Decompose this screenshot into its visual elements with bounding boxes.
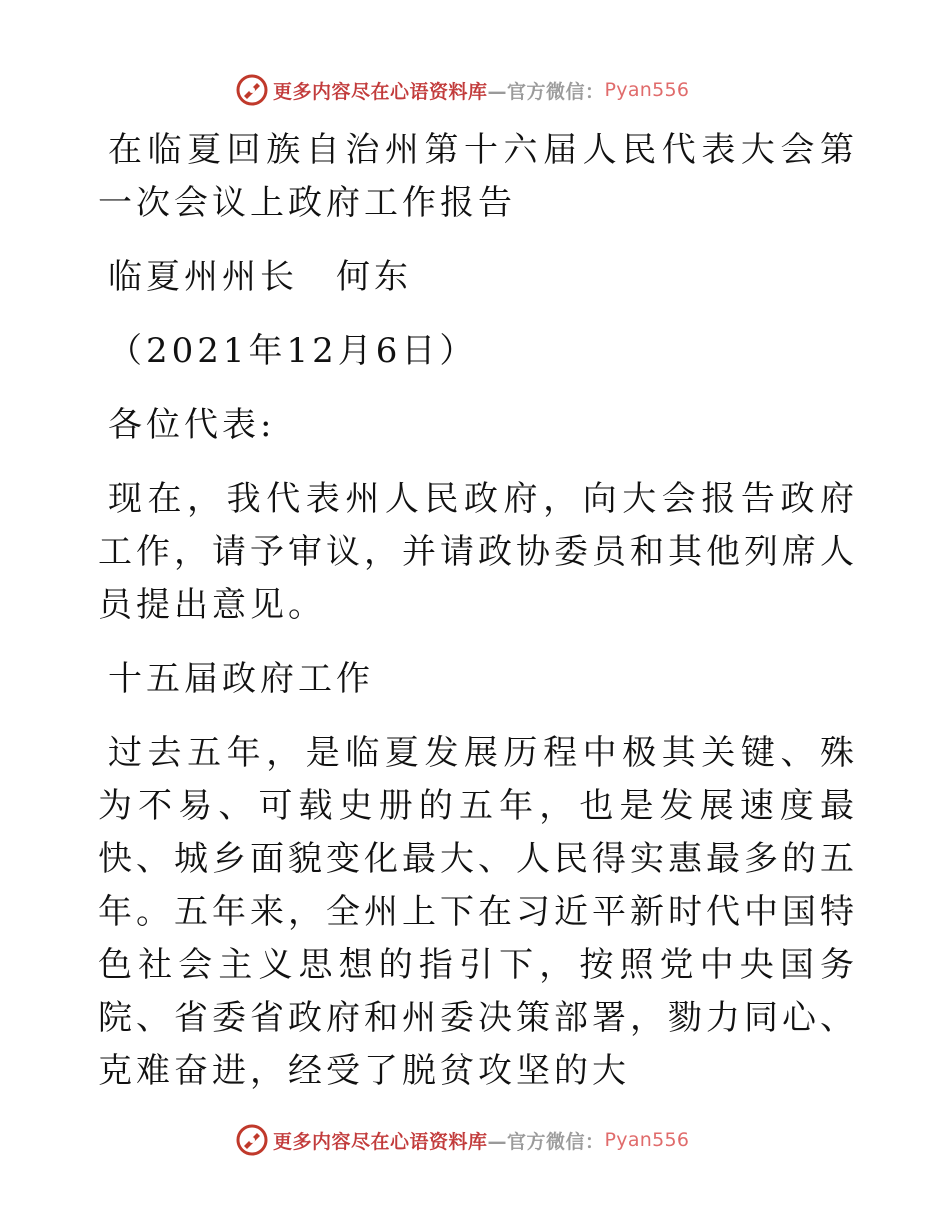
watermark-separator: —官方微信：: [487, 80, 605, 103]
pen-logo-icon: [235, 1123, 269, 1157]
header-watermark: [235, 72, 689, 108]
pen-logo-icon: [235, 73, 269, 107]
watermark-id: Pyan556: [604, 79, 690, 101]
watermark-text: 更多内容尽在心语资料库: [273, 1130, 488, 1153]
footer-watermark: [235, 1122, 689, 1158]
document-intro-paragraph: 现在，我代表州人民政府，向大会报告政府工作，请予审议，并请政协委员和其他列席人员提出意见。: [98, 479, 858, 625]
document-date: （2021年12月6日）: [108, 331, 478, 371]
document-author: 临夏州州长 何东: [108, 257, 412, 297]
section-heading: 十五届政府工作: [108, 659, 374, 699]
watermark-separator: —官方微信：: [487, 1130, 605, 1153]
document-title: 在临夏回族自治州第十六届人民代表大会第一次会议上政府工作报告: [98, 130, 858, 223]
document-body: [98, 124, 858, 1098]
document-body-paragraph: 过去五年，是临夏发展历程中极其关键、殊为不易、可载史册的五年，也是发展速度最快、城乡面貌变化最大、人民得实惠最多的五年。五年来，全州上下在习近平新时代中国特色社会主义思想的指引下，按照党中央国务院、省委省政府和州委决策部署，勠力同心、克难奋进，经受了脱贫攻坚的大: [98, 733, 858, 1091]
watermark-text: 更多内容尽在心语资料库: [273, 80, 488, 103]
watermark-id: Pyan556: [604, 1129, 690, 1151]
document-salutation: 各位代表:: [108, 405, 276, 445]
